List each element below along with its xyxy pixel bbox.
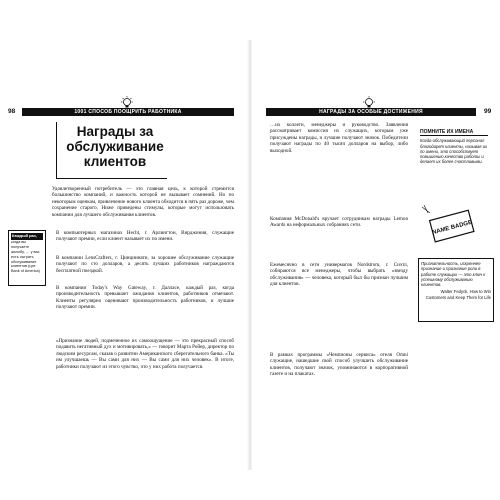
running-head: НАГРАДЫ ЗА ОСОБЫЕ ДОСТИЖЕНИЯ — [266, 108, 476, 116]
sign-text: NAME BADGE — [431, 219, 473, 237]
right-paragraph — [270, 216, 408, 256]
item-paragraph — [56, 255, 234, 281]
paragraph: Ежемесячно в сети универмагов Nordstrom, г. Сиэтл, собираются все менеджеры, чтобы выбрать «звезду обслуживания» — человека, который был бы признан лучшим для клиентов. — [270, 262, 408, 288]
paragraph: …их коллеги, менеджеры и руководство. Заявления рассматривает комиссия из служащих, которым уже присуждены награды, и лучшие получают значок. Победители получают награды по 40 тысяч долларов на выбор, либо выходной. — [270, 122, 408, 154]
paragraph: Удовлетворенный потребитель — это главная цель, к которой стремится большинство компаний, и важность которой не вызывает сомнений. Но по некоторым оценкам, привлечение нового клиента обходится в пять раз дороже, чем сохранение старого. Ниже приведены стимулы, которые могут использовать компании для лучшего обслуживания клиентов. — [52, 186, 234, 218]
lightbulb-icon — [362, 96, 376, 108]
paragraph: Компания McDonald's вручает сотрудникам награды Lemon Awards на неформальных собраниях сети. — [270, 216, 408, 229]
sidenote-text: когда вы получаете жалобу, … у вас есть сыграть обслуживание клиентов (цит. Bank of America) — [11, 239, 40, 274]
quote-source: Walter Fedyck, How to Win Customers and Keep Them for Life — [425, 289, 491, 300]
item-paragraph — [56, 285, 234, 330]
paragraph: В компании LensCrafters, г. Цинциннати, за хорошее обслуживание служащие получают по сто долларов, а десять лучших работников награждаются бесплатной поездкой. — [56, 255, 234, 274]
chapter-title-box — [56, 122, 167, 179]
quote-paragraph — [56, 338, 234, 458]
right-paragraph — [270, 352, 408, 462]
paragraph: «Признание людей, подмеченное их самоощущение — это прекрасный способ подавить негативный дух и мотивировать,» — говорит Марта Ройер, директор по людским ресурсам, сказав о развитии Американского сберегательного банка. «Ты им улучшаешь — Вы сами для них — Вы сами для них человек». В итоге, работники получают из этого чувство, что у них работа получается. — [56, 338, 234, 370]
paragraph: В компьютерных магазинах Hecht, г. Арлингтон, Вирджиния, служащие получают премии, если клиент называет их по имени. — [56, 230, 234, 243]
left-page — [0, 0, 248, 500]
sidenote-head: Каждый раз, — [11, 233, 43, 240]
paragraph: В компании Today's Way Gateway, г. Далласе, каждый раз, когда производительность превышает ожидания клиентов, работников отмечают. Клиенты регулярно оценивают производительность работников, и лучшие получают премии. — [56, 285, 234, 311]
tip-text: Когда обслуживающий персонал благодарят клиенты, называя их по имени, это способствует повышению качества работы и делает их более счастливыми. — [420, 138, 488, 165]
right-paragraph — [270, 262, 408, 336]
lightbulb-icon — [120, 96, 134, 108]
name-badge-sign-icon — [418, 205, 482, 245]
quote-text: Признательность, искреннее признание и признание роли в работе служащих — это ключ к успешному обслуживанию клиентов. — [421, 261, 486, 288]
item-paragraph — [56, 230, 234, 252]
chapter-title: Награды за обслуживание клиентов — [66, 124, 164, 169]
paragraph: В рамках программы «Чемпионы сервиса» отеля Omni служащие, нашедшие свой способ улучшить обслуживание клиентов, получают значок, упоминаются в корпоративной газете и на плакатах. — [270, 352, 408, 378]
page-number: 99 — [484, 108, 492, 115]
right-paragraph — [270, 122, 408, 206]
running-head: 1001 СПОСОБ ПООЩРИТЬ РАБОТНИКА — [22, 108, 234, 116]
tip-title: ПОМНИТЕ ИХ ИМЕНА — [420, 130, 488, 136]
quote-box — [418, 258, 494, 322]
sidenote — [8, 230, 46, 286]
tip-box — [420, 130, 488, 170]
page-number: 98 — [8, 108, 16, 115]
